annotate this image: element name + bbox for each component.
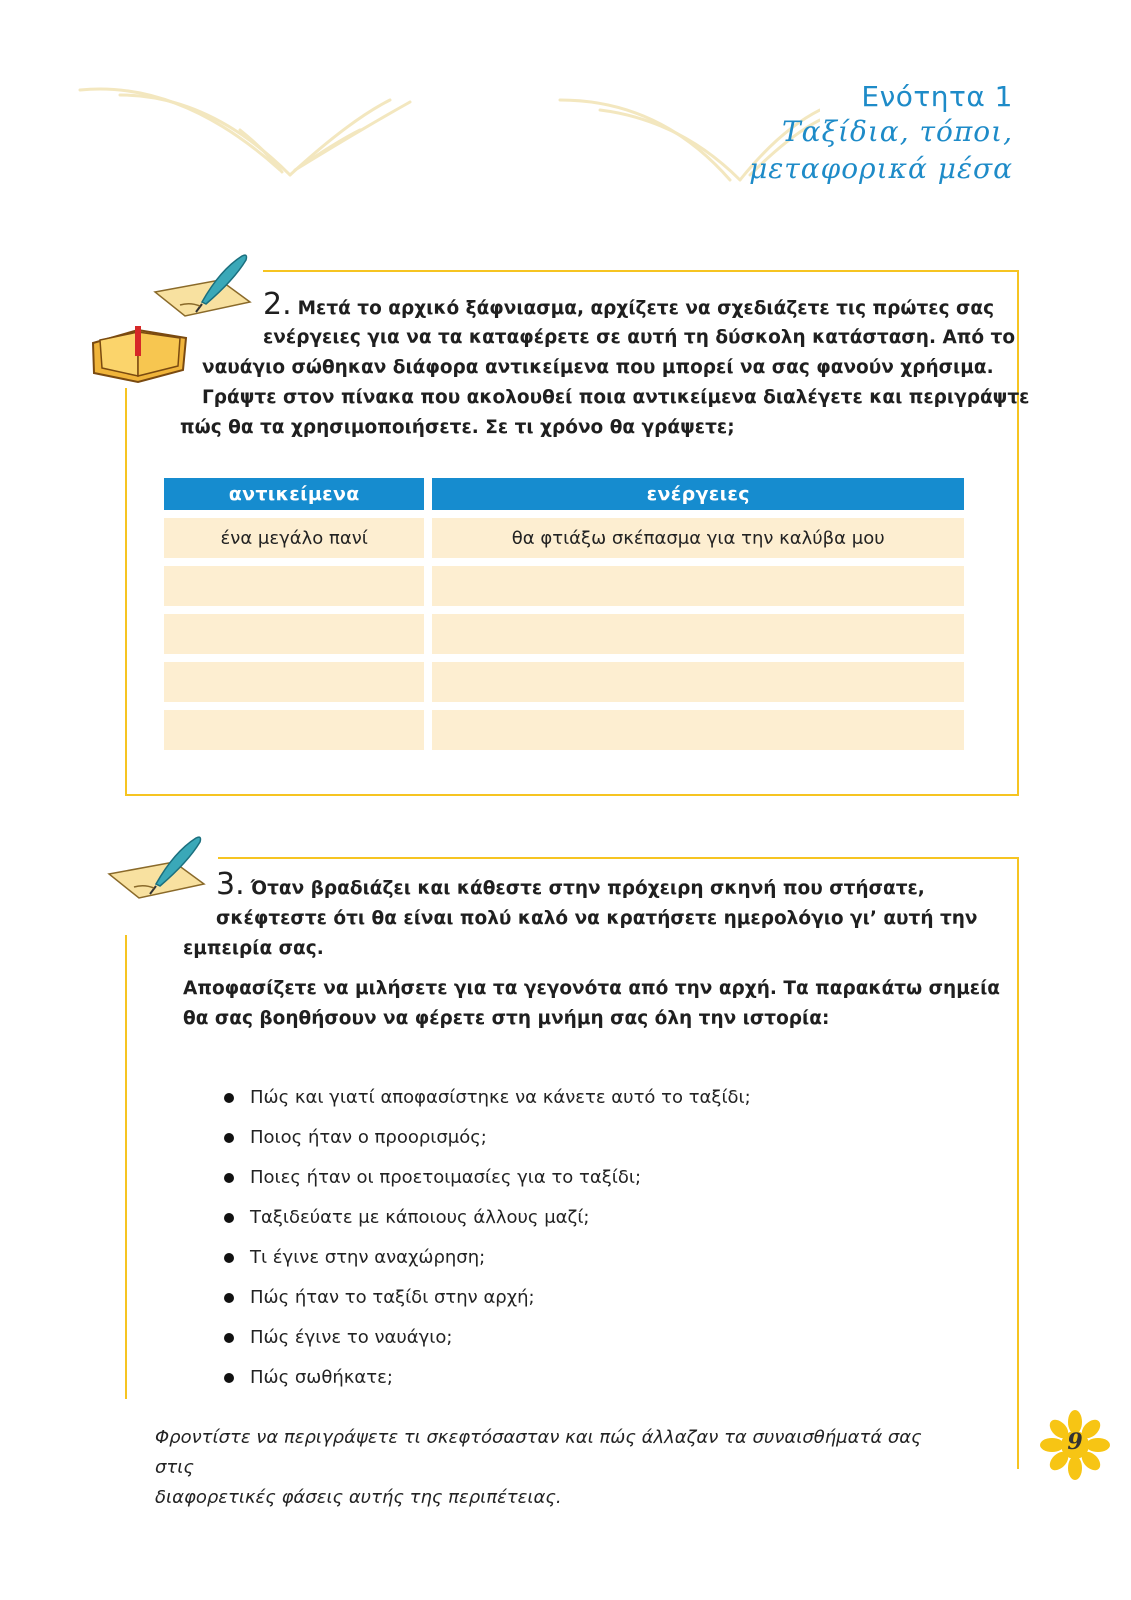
table-cell[interactable] xyxy=(432,614,964,654)
exercise-3-text-line3: εμπειρία σας. xyxy=(183,938,324,959)
list-item: Τι έγινε στην αναχώρηση; xyxy=(222,1238,751,1278)
unit-title-line1: Ταξίδια, τόποι, xyxy=(781,115,1013,148)
objects-actions-table xyxy=(156,470,972,758)
table-cell[interactable] xyxy=(164,566,424,606)
list-item: Πώς σωθήκατε; xyxy=(222,1358,751,1398)
column-header-actions: ενέργειες xyxy=(432,478,964,510)
table-row xyxy=(164,566,964,606)
quill-paper-icon xyxy=(104,832,214,907)
exercise-2-line1 xyxy=(263,287,995,324)
list-item: Ποιες ήταν οι προετοιμασίες για το ταξίδι; xyxy=(222,1158,751,1198)
exercise-2-text-line3: ναυάγιο σώθηκαν διάφορα αντικείμενα που μπορεί να σας φανούν χρήσιμα. xyxy=(202,357,994,378)
guiding-questions-list xyxy=(222,1078,751,1398)
exercise-2-text-line4: Γράψτε στον πίνακα που ακολουθεί ποια αντικείμενα διαλέγετε και περιγράψτε xyxy=(202,387,1030,408)
table-header-row xyxy=(164,478,964,510)
unit-heading xyxy=(749,80,1013,187)
exercise-3-number: 3. xyxy=(216,867,245,902)
exercise-2-number: 2. xyxy=(263,287,292,322)
table-cell[interactable]: θα φτιάξω σκέπασμα για την καλύβα μου xyxy=(432,518,964,558)
exercise-2-text-line2: ενέργειες για να τα καταφέρετε σε αυτή τη δύσκολη κατάσταση. Από το xyxy=(263,327,1016,348)
column-header-objects: αντικείμενα xyxy=(164,478,424,510)
table-cell[interactable] xyxy=(164,710,424,750)
unit-number: Ενότητα 1 xyxy=(861,80,1013,113)
table-cell[interactable]: ένα μεγάλο πανί xyxy=(164,518,424,558)
exercise-2-text-line5: πώς θα τα χρησιμοποιήσετε. Σε τι χρόνο θα γράψετε; xyxy=(180,417,735,438)
list-item: Πώς ήταν το ταξίδι στην αρχή; xyxy=(222,1278,751,1318)
list-item: Ταξιδεύατε με κάποιους άλλους μαζί; xyxy=(222,1198,751,1238)
table-row xyxy=(164,710,964,750)
closing-line2: διαφορετικές φάσεις αυτής της περιπέτειας. xyxy=(155,1487,562,1508)
page-number: 9 xyxy=(1067,1429,1083,1455)
exercise-2-text-line1: Μετά το αρχικό ξάφνιασμα, αρχίζετε να σχεδιάζετε τις πρώτες σας xyxy=(297,298,995,319)
table-cell[interactable] xyxy=(164,662,424,702)
exercise-3-para-line2: θα σας βοηθήσουν να φέρετε στη μνήμη σας όλη την ιστορία: xyxy=(183,1008,830,1029)
table-cell[interactable] xyxy=(432,710,964,750)
closing-instruction xyxy=(155,1423,965,1513)
table-row xyxy=(164,662,964,702)
list-item: Πώς και γιατί αποφασίστηκε να κάνετε αυτό το ταξίδι; xyxy=(222,1078,751,1118)
table-row xyxy=(164,614,964,654)
table-cell[interactable] xyxy=(432,662,964,702)
exercise-3-text-line1: Όταν βραδιάζει και κάθεστε στην πρόχειρη σκηνή που στήσατε, xyxy=(250,878,925,899)
list-item: Πώς έγινε το ναυάγιο; xyxy=(222,1318,751,1358)
unit-title-line2: μεταφορικά μέσα xyxy=(749,152,1013,185)
quill-paper-icon xyxy=(150,250,260,325)
exercise-3-text-line2: σκέφτεστε ότι θα είναι πολύ καλό να κρατήσετε ημερολόγιο γι’ αυτή την xyxy=(216,908,978,929)
seagull-decoration xyxy=(60,60,820,210)
exercise-3-line1 xyxy=(216,867,925,904)
table-row xyxy=(164,518,964,558)
exercise-3-para-line1: Αποφασίζετε να μιλήσετε για τα γεγονότα από την αρχή. Τα παρακάτω σημεία xyxy=(183,978,1001,999)
table-cell[interactable] xyxy=(432,566,964,606)
page-number-badge xyxy=(1040,1410,1110,1480)
open-book-icon xyxy=(88,318,193,386)
list-item: Ποιος ήταν ο προορισμός; xyxy=(222,1118,751,1158)
closing-line1: Φροντίστε να περιγράψετε τι σκεφτόσασταν και πώς άλλαζαν τα συναισθήματά σας στις xyxy=(155,1427,922,1478)
table-cell[interactable] xyxy=(164,614,424,654)
